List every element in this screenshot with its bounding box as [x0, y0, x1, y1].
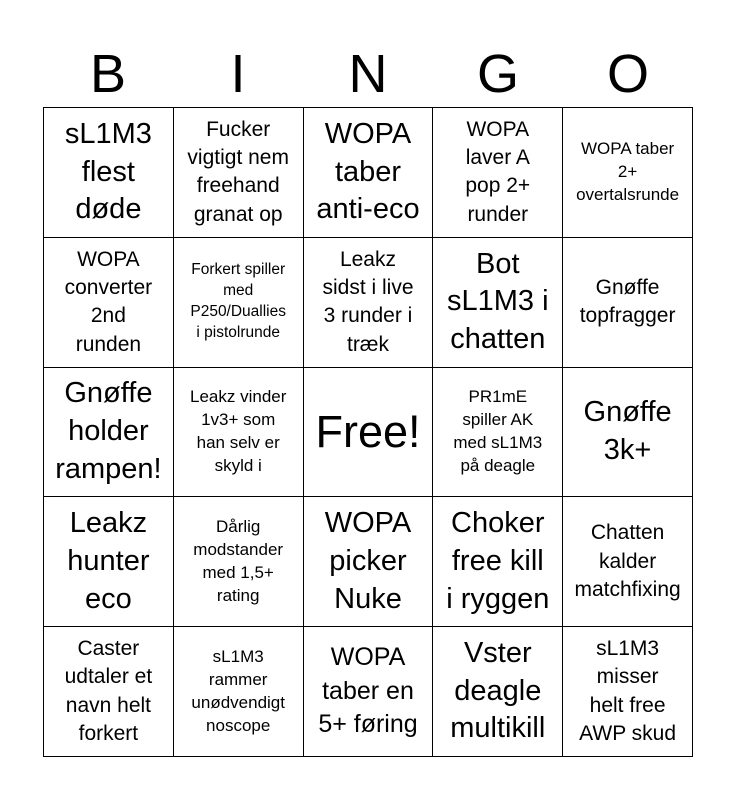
bingo-cell[interactable] [304, 238, 434, 368]
cell-text: Caster udtaler et navn helt forkert [64, 636, 153, 745]
cell-text: sL1M3 rammer unødvendigt noscope [191, 646, 285, 735]
bingo-cell[interactable] [563, 238, 693, 368]
cell-text: Gnøffe 3k+ [583, 396, 672, 466]
header-letter-i: I [230, 44, 246, 104]
bingo-cell[interactable] [304, 627, 434, 757]
cell-text: WOPA taber anti-eco [316, 117, 420, 226]
bingo-cell[interactable] [563, 368, 693, 498]
bingo-cell[interactable] [433, 627, 563, 757]
bingo-cell[interactable] [433, 497, 563, 627]
cell-text: Leakz hunter eco [67, 507, 150, 615]
cell-text: Leakz sidst i live 3 runder i træk [322, 247, 414, 356]
bingo-cell[interactable] [304, 497, 434, 627]
cell-text: Chatten kalder matchfixing [574, 521, 681, 601]
cell-text: Dårlig modstander med 1,5+ rating [193, 516, 284, 605]
bingo-cell[interactable] [563, 497, 693, 627]
cell-text: Gnøffe holder rampen! [55, 377, 162, 485]
cell-text: WOPA taber en 5+ føring [318, 642, 418, 739]
cell-text: sL1M3 misser helt free AWP skud [579, 636, 677, 745]
cell-text: Gnøffe topfragger [579, 275, 676, 328]
bingo-cell[interactable] [174, 627, 304, 757]
header-letter-n: N [348, 44, 388, 104]
bingo-cell[interactable] [174, 108, 304, 238]
cell-text: Vster deagle multikill [450, 637, 546, 745]
cell-text: Fucker vigtigt nem freehand granat op [187, 117, 289, 226]
cell-text: WOPA taber 2+ overtalsrunde [576, 138, 680, 204]
bingo-cell[interactable] [44, 108, 174, 238]
bingo-cell[interactable] [44, 368, 174, 498]
bingo-cell[interactable] [563, 108, 693, 238]
free-cell[interactable] [304, 368, 434, 498]
bingo-cell[interactable] [44, 497, 174, 627]
bingo-cell[interactable] [174, 368, 304, 498]
bingo-cell[interactable] [174, 238, 304, 368]
bingo-board [43, 107, 693, 757]
cell-text: WOPA laver A pop 2+ runder [465, 117, 531, 226]
bingo-cell[interactable] [44, 627, 174, 757]
cell-text: sL1M3 flest døde [64, 117, 152, 226]
header-letter-o: O [606, 44, 649, 104]
bingo-cell[interactable] [304, 108, 434, 238]
cell-text: WOPA picker Nuke [324, 507, 412, 615]
cell-text: Choker free kill i ryggen [446, 507, 550, 615]
cell-text: PR1mE spiller AK med sL1M3 på deagle [453, 387, 543, 475]
bingo-header [43, 44, 693, 104]
header-letter-g: G [476, 44, 519, 104]
cell-text: Forkert spiller med P250/Duallies i pistolrunde [190, 261, 287, 342]
cell-text: Leakz vinder 1v3+ som han selv er skyld i [190, 387, 287, 475]
bingo-cell[interactable] [174, 497, 304, 627]
bingo-cell[interactable] [433, 368, 563, 498]
cell-text: WOPA converter 2nd runden [64, 247, 153, 356]
cell-text: Bot sL1M3 i chatten [447, 247, 549, 356]
bingo-cell[interactable] [433, 238, 563, 368]
header-letter-b: B [89, 44, 127, 104]
bingo-cell[interactable] [44, 238, 174, 368]
bingo-cell[interactable] [563, 627, 693, 757]
cell-text: Free! [315, 406, 421, 458]
bingo-cell[interactable] [433, 108, 563, 238]
